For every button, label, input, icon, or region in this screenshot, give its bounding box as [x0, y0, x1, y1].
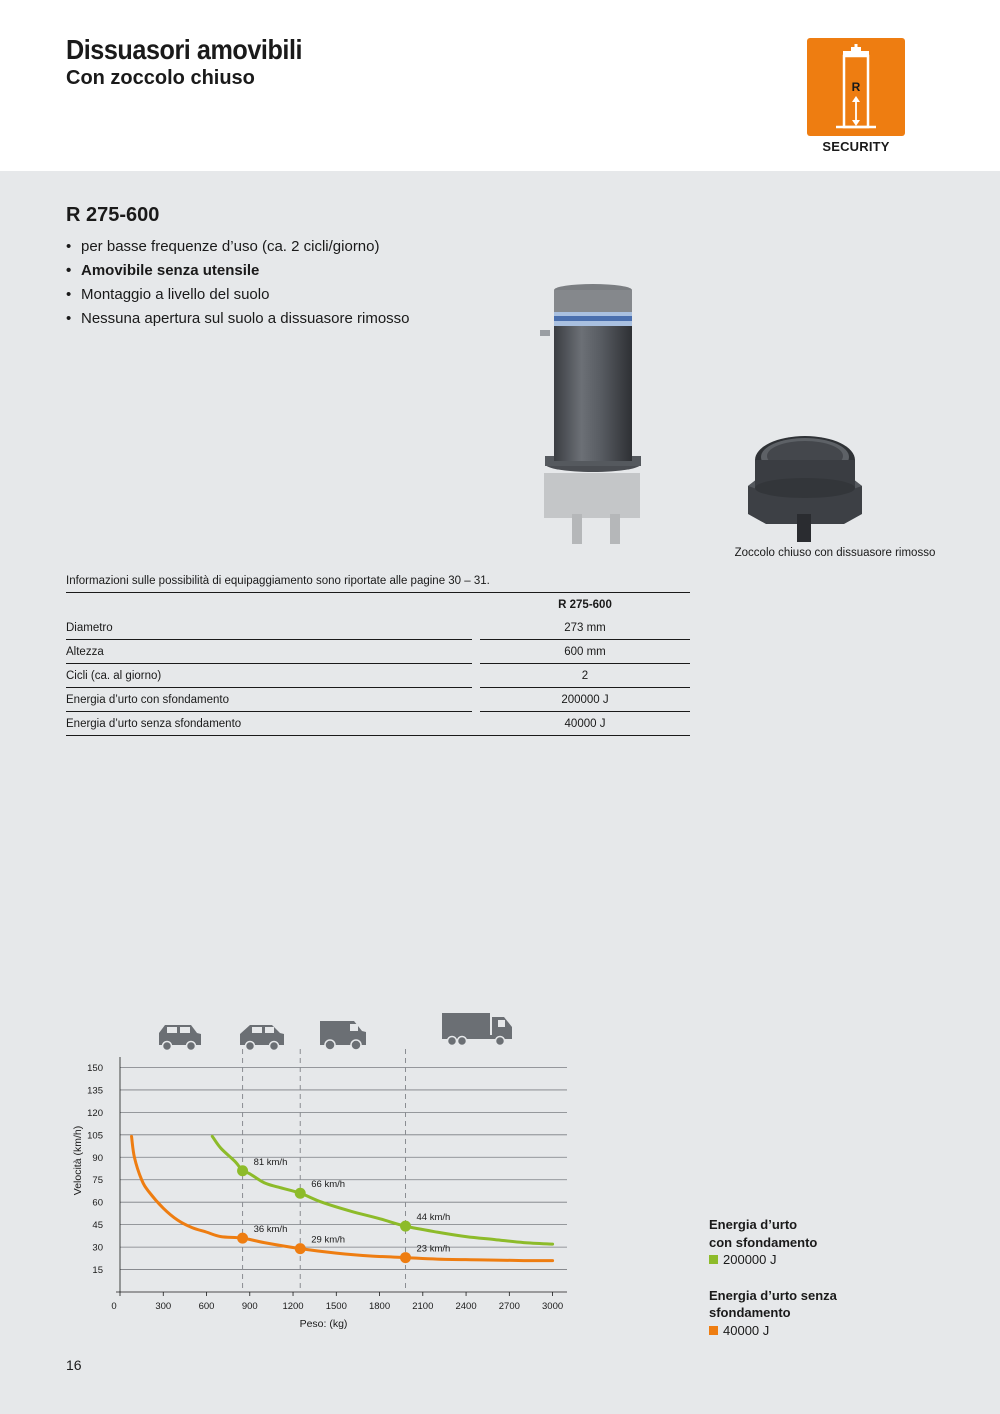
feature-list — [66, 235, 410, 331]
row-label: Cicli (ca. al giorno) — [66, 664, 472, 688]
security-badge — [807, 38, 905, 136]
data-label: 23 km/h — [416, 1243, 451, 1255]
closed-base-photo — [748, 432, 862, 544]
feature-item: • per basse frequenze d’uso (ca. 2 cicli/giorno) — [66, 235, 410, 259]
x-tick-label: 3000 — [542, 1301, 564, 1312]
legend-value: 40000 J — [723, 1322, 770, 1338]
legend-swatch-green — [709, 1255, 718, 1264]
data-point — [295, 1188, 306, 1199]
x-tick-label: 1800 — [368, 1301, 391, 1312]
spec-table — [66, 592, 690, 736]
row-value: 600 mm — [480, 640, 690, 664]
x-tick-label: 2700 — [498, 1301, 520, 1312]
truck-icon — [442, 1013, 512, 1046]
table-row — [66, 640, 690, 664]
row-label: Diametro — [66, 616, 472, 640]
table-row — [66, 664, 690, 688]
y-tick-label: 15 — [92, 1265, 103, 1277]
row-label: Energia d’urto con sfondamento — [66, 688, 472, 712]
y-tick-label: 30 — [92, 1242, 103, 1254]
legend-title-with-breakthrough-2: con sfondamento — [709, 1234, 818, 1250]
bollard-security-icon — [807, 38, 905, 136]
data-label: 44 km/h — [416, 1212, 451, 1224]
table-column-header: R 275-600 — [480, 592, 690, 616]
speed-weight-chart — [60, 1005, 580, 1340]
data-label: 81 km/h — [253, 1156, 288, 1168]
data-point — [237, 1165, 248, 1176]
page-title: Dissuasori amovibili — [66, 34, 303, 65]
base-photo-caption: Zoccolo chiuso con dissuasore rimosso — [734, 547, 936, 559]
legend-item-200000 — [709, 1251, 909, 1269]
legend-title-without-breakthrough: Energia d’urto senza — [709, 1287, 837, 1303]
row-label: Altezza — [66, 640, 472, 664]
x-tick-label: 900 — [241, 1301, 258, 1312]
hatchback-icon — [240, 1025, 284, 1051]
x-tick-label: 300 — [155, 1301, 172, 1312]
vehicle-icons — [159, 1013, 512, 1051]
table-header-spacer — [66, 592, 472, 616]
legend-title-with-breakthrough: Energia d’urto — [709, 1217, 798, 1232]
row-value: 273 mm — [480, 616, 690, 640]
table-note: Informazioni sulle possibilità di equipaggiamento sono riportate alle pagine 30 – 31. — [66, 575, 490, 587]
row-value: 2 — [480, 664, 690, 688]
x-tick-label: 600 — [198, 1301, 215, 1312]
chart-legend — [709, 1216, 909, 1339]
row-value: 40000 J — [480, 712, 690, 736]
y-tick-label: 105 — [87, 1130, 103, 1142]
x-tick-label: 1500 — [325, 1301, 347, 1312]
table-row — [66, 616, 690, 640]
small-car-icon — [159, 1025, 201, 1051]
row-value: 200000 J — [480, 688, 690, 712]
x-tick-label: 0 — [111, 1301, 117, 1312]
badge-letter: R — [851, 80, 861, 94]
data-label: 66 km/h — [311, 1179, 346, 1191]
data-point — [295, 1243, 306, 1254]
page-subtitle: Con zoccolo chiuso — [66, 67, 255, 89]
x-tick-label: 1200 — [282, 1301, 304, 1312]
y-axis-label: Velocità (km/h) — [72, 1125, 84, 1196]
data-label: 29 km/h — [311, 1234, 346, 1246]
legend-swatch-orange — [709, 1326, 718, 1335]
y-tick-label: 60 — [92, 1197, 103, 1209]
y-tick-label: 45 — [92, 1220, 103, 1232]
table-header-gap — [472, 592, 480, 616]
security-label: SECURITY — [822, 139, 890, 154]
y-tick-label: 150 — [87, 1062, 103, 1074]
data-label: 36 km/h — [253, 1224, 288, 1236]
data-point — [237, 1233, 248, 1244]
legend-title-without-breakthrough-2: sfondamento — [709, 1305, 791, 1320]
feature-item: • Montaggio a livello del suolo — [66, 283, 410, 307]
product-title: R 275-600 — [66, 204, 160, 226]
feature-item: • Amovibile senza utensile — [66, 259, 410, 283]
x-tick-label: 2100 — [412, 1301, 434, 1312]
page-number: 16 — [66, 1357, 82, 1373]
bollard-photo — [540, 278, 650, 548]
van-icon — [320, 1021, 366, 1050]
data-point — [400, 1252, 411, 1263]
legend-item-40000 — [709, 1322, 909, 1340]
row-label: Energia d’urto senza sfondamento — [66, 712, 472, 736]
y-tick-label: 135 — [87, 1085, 103, 1097]
y-tick-label: 90 — [92, 1152, 103, 1164]
y-tick-label: 120 — [87, 1107, 103, 1119]
table-row — [66, 712, 690, 736]
y-tick-label: 75 — [92, 1175, 103, 1187]
data-point — [400, 1221, 411, 1232]
table-header-row — [66, 592, 690, 616]
x-tick-label: 2400 — [455, 1301, 477, 1312]
feature-item: • Nessuna apertura sul suolo a dissuasore rimosso — [66, 307, 410, 331]
table-row — [66, 688, 690, 712]
x-axis-label: Peso: (kg) — [299, 1318, 348, 1330]
legend-value: 200000 J — [723, 1252, 777, 1267]
